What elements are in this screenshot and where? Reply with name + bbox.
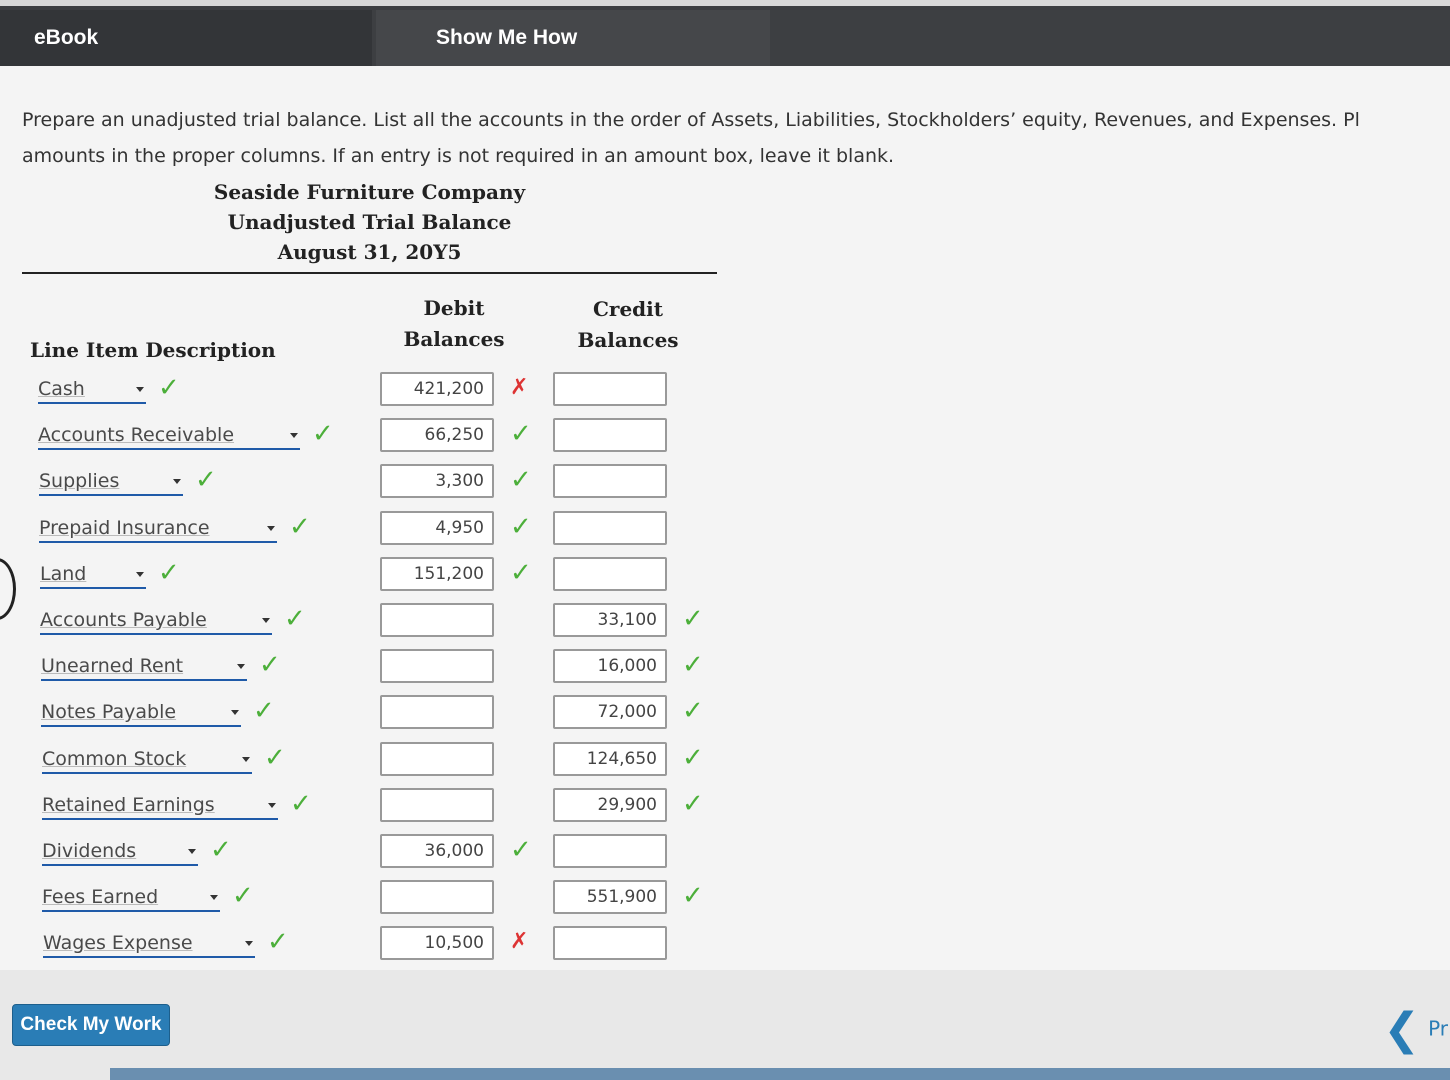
chevron-down-icon [136, 387, 144, 392]
credit-header-line-2: Balances [577, 328, 679, 352]
account-check-icon: ✓ [158, 373, 180, 403]
trial-balance-row [0, 419, 760, 462]
trial-balance-row [0, 465, 760, 508]
account-check-icon: ✓ [253, 696, 275, 727]
trial-balance-row [0, 604, 760, 647]
statement-date: August 31, 20Y5 [277, 240, 462, 264]
account-select-label: Fees Earned [42, 886, 159, 909]
account-select[interactable] [41, 699, 241, 727]
credit-input[interactable]: 124,650 [553, 742, 667, 776]
trial-balance-row [0, 788, 760, 832]
chevron-down-icon [210, 895, 218, 900]
credit-input[interactable]: 33,100 [553, 603, 667, 637]
debit-header-line-1: Debit [423, 296, 485, 320]
heading-divider [22, 272, 717, 274]
credit-input[interactable]: 16,000 [553, 649, 667, 683]
chevron-down-icon [245, 941, 253, 946]
debit-input[interactable] [380, 742, 494, 776]
chevron-down-icon [136, 572, 144, 577]
bottom-strip [110, 1068, 1450, 1080]
chevron-down-icon [242, 757, 250, 762]
credit-input[interactable]: 72,000 [553, 695, 667, 729]
credit-input[interactable] [553, 926, 667, 960]
trial-balance-row [0, 650, 760, 693]
account-select-label: Dividends [42, 840, 137, 862]
company-name: Seaside Furniture Company [213, 180, 526, 204]
trial-balance-row [0, 881, 760, 924]
description-column-header: Line Item Description [30, 338, 276, 362]
account-select-label: Prepaid Insurance [39, 516, 210, 539]
account-check-icon: ✓ [290, 788, 312, 819]
trial-balance-row [0, 742, 760, 786]
account-select-label: Land [40, 562, 87, 585]
account-select[interactable] [40, 561, 146, 589]
account-check-icon: ✓ [195, 465, 217, 496]
credit-input[interactable]: 551,900 [553, 880, 667, 914]
credit-column-header [548, 294, 708, 356]
account-check-icon: ✓ [259, 650, 281, 681]
account-select[interactable] [42, 884, 220, 912]
credit-input[interactable] [553, 511, 667, 545]
problem-area [0, 66, 1450, 970]
debit-check-icon: ✓ [510, 557, 532, 588]
account-select[interactable] [42, 792, 278, 820]
account-select-label: Wages Expense [43, 932, 193, 955]
account-select[interactable] [38, 376, 146, 404]
credit-header-line-1: Credit [593, 297, 663, 321]
trial-balance-row [0, 511, 760, 555]
credit-check-icon: ✓ [682, 696, 704, 727]
debit-x-icon: ✗ [510, 929, 529, 955]
debit-input[interactable]: 66,250 [380, 418, 494, 452]
account-select-label: Supplies [39, 470, 120, 493]
debit-input[interactable]: 4,950 [380, 511, 494, 545]
trial-balance-row [0, 696, 760, 739]
account-check-icon: ✓ [210, 835, 232, 865]
account-check-icon: ✓ [312, 419, 334, 450]
account-check-icon: ✓ [158, 557, 180, 588]
debit-input[interactable]: 36,000 [380, 834, 494, 868]
account-select-label: Accounts Receivable [38, 424, 235, 447]
trial-balance-row [0, 835, 760, 878]
debit-check-icon: ✓ [510, 835, 532, 865]
chevron-down-icon [173, 479, 181, 484]
credit-input[interactable] [553, 557, 667, 591]
account-check-icon: ✓ [264, 742, 286, 773]
debit-input[interactable] [380, 880, 494, 914]
debit-input[interactable] [380, 649, 494, 683]
account-select[interactable] [42, 746, 252, 774]
credit-input[interactable] [553, 464, 667, 498]
trial-balance-row [0, 373, 760, 416]
chevron-down-icon [267, 526, 275, 531]
previous-label: Pr [1428, 1016, 1448, 1041]
debit-x-icon: ✗ [510, 375, 529, 400]
credit-input[interactable] [553, 372, 667, 406]
account-check-icon: ✓ [232, 881, 254, 912]
account-select[interactable] [43, 930, 255, 958]
statement-title: Unadjusted Trial Balance [227, 210, 512, 234]
chevron-down-icon [237, 664, 245, 669]
debit-input[interactable]: 10,500 [380, 926, 494, 960]
account-check-icon: ✓ [289, 511, 311, 542]
account-select[interactable] [38, 422, 300, 450]
chevron-down-icon [290, 433, 298, 438]
debit-input[interactable]: 151,200 [380, 557, 494, 591]
credit-check-icon: ✓ [682, 742, 704, 773]
account-select-label: Notes Payable [41, 701, 177, 724]
credit-check-icon: ✓ [682, 604, 704, 634]
instructions [22, 102, 1450, 174]
credit-check-icon: ✓ [682, 650, 704, 681]
chevron-down-icon [262, 618, 270, 623]
account-select-label: Retained Earnings [42, 793, 215, 816]
account-select-label: Accounts Payable [40, 609, 207, 631]
account-check-icon: ✓ [267, 927, 289, 958]
account-select[interactable] [39, 468, 183, 496]
chevron-down-icon [268, 803, 276, 808]
footer-bar [0, 970, 1450, 1080]
credit-check-icon: ✓ [682, 788, 704, 819]
account-select[interactable] [39, 515, 277, 543]
previous-button[interactable] [1383, 1004, 1448, 1055]
account-select-label: Common Stock [42, 747, 187, 770]
trial-balance-row [0, 557, 760, 601]
instructions-line-1: Prepare an unadjusted trial balance. List all the accounts in the order of Assets, Liabilities, Stockholders’ equity, Revenues, and Expenses. Pl [22, 109, 1360, 131]
debit-check-icon: ✓ [510, 419, 532, 450]
account-check-icon: ✓ [284, 604, 306, 634]
tab-show-me-how[interactable]: Show Me How [376, 10, 770, 66]
debit-input[interactable] [380, 788, 494, 822]
instructions-line-2: amounts in the proper columns. If an entry is not required in an amount box, leave it blank. [22, 145, 895, 167]
debit-input[interactable]: 3,300 [380, 464, 494, 498]
debit-check-icon: ✓ [510, 511, 532, 542]
debit-input[interactable] [380, 603, 494, 637]
check-my-work-button[interactable]: Check My Work [12, 1004, 170, 1046]
account-select-label: Unearned Rent [41, 655, 184, 678]
account-select-label: Cash [38, 378, 85, 400]
debit-input[interactable]: 421,200 [380, 372, 494, 406]
chevron-down-icon [231, 710, 239, 715]
tab-ebook[interactable]: eBook [0, 10, 372, 66]
chevron-left-icon: ❮ [1383, 1004, 1421, 1055]
trial-balance-row [0, 927, 760, 970]
credit-input[interactable] [553, 418, 667, 452]
account-select[interactable] [40, 607, 272, 635]
credit-check-icon: ✓ [682, 881, 704, 912]
debit-input[interactable] [380, 695, 494, 729]
chevron-down-icon [188, 849, 196, 854]
debit-column-header [374, 293, 534, 355]
credit-input[interactable]: 29,900 [553, 788, 667, 822]
account-select[interactable] [41, 653, 247, 681]
credit-input[interactable] [553, 834, 667, 868]
debit-check-icon: ✓ [510, 465, 532, 496]
account-select[interactable] [42, 838, 198, 866]
top-toolbar [0, 0, 1450, 66]
debit-header-line-2: Balances [403, 327, 505, 351]
